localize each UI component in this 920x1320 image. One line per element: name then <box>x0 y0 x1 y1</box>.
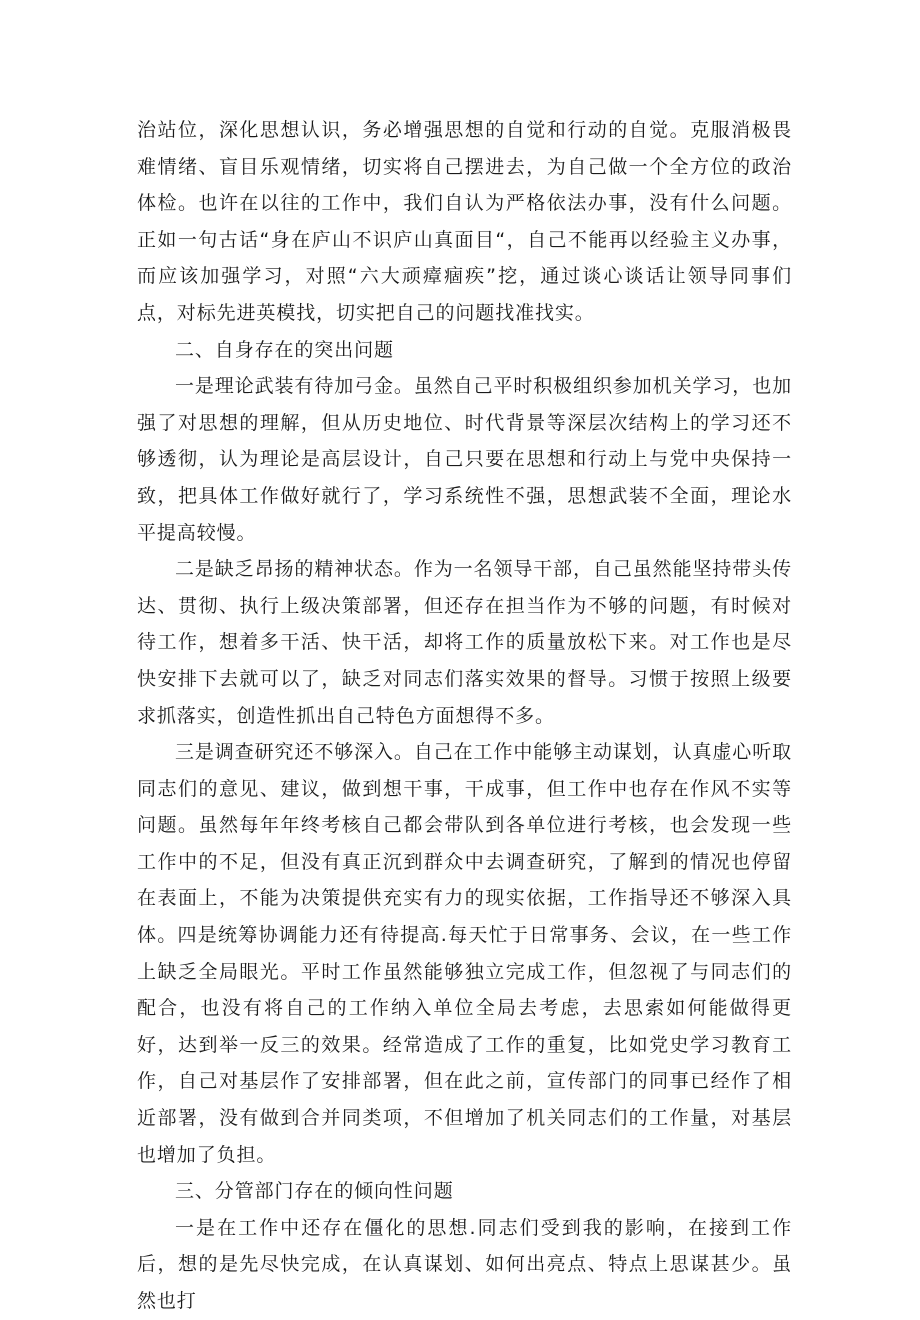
section-heading-2: 二、自身存在的突出问题 <box>175 338 394 361</box>
section-heading-3: 三、分管部门存在的倾向性问题 <box>175 1180 454 1203</box>
paragraph-research: 三是调查研究还不够深入。自己在工作中能够主动谋划，认真虚心听取同志们的意见、建议，做到想干事，干成事，但工作中也存在作风不实等问题。虽然每年年终考核自己都会带队到各单位进行考核，也会发现一些工作中的不足，但没有真正沉到群众中去调查研究，了解到的情况也停留在表面上，不能为决策提供充实有力的现实依据，工作指导还不够深入具体。四是统筹协调能力还有待提高.每天忙于日常事务、会议，在一些工作上缺乏全局眼光。平时工作虽然能够独立完成工作，但忽视了与同志们的配合，也没有将自己的工作纳入单位全局去考虑，去思索如何能做得更好，达到举一反三的效果。经常造成了工作的重复，比如党史学习教育工作，自己对基层作了安排部署，但在此之前，宣传部门的同事已经作了相近部署，没有做到合并同类项，不但增加了机关同志们的工作量，对基层也增加了负担。 <box>137 741 792 1166</box>
paragraph-spirit: 二是缺乏昂扬的精神状态。作为一名领导干部，自己虽然能坚持带头传达、贯彻、执行上级决策部署，但还存在担当作为不够的问题，有时候对待工作，想着多干活、快干活，却将工作的质量放松下来。对工作也是尽快安排下去就可以了，缺乏对同志们落实效果的督导。习惯于按照上级要求抓落实，创造性抓出自己特色方面想得不多。 <box>137 558 792 727</box>
document-body <box>137 112 792 1320</box>
paragraph-continuation: 治站位，深化思想认识，务必增强思想的自觉和行动的自觉。克服消极畏难情绪、盲目乐观情绪，切实将自己摆进去，为自己做一个全方位的政治体检。也许在以往的工作中，我们自认为严格依法办事，没有什么问题。正如一句古话“身在庐山不识庐山真面目“，自己不能再以经验主义办事，而应该加强学习，对照“六大顽瘴痼疾”挖，通过谈心谈话让领导同事们点，对标先进英模找，切实把自己的问题找准找实。 <box>137 119 792 324</box>
paragraph-rigid-thinking: 一是在工作中还存在僵化的思想.同志们受到我的影响，在接到工作后，想的是先尽快完成，在认真谋划、如何出亮点、特点上思谋甚少。虽然也打 <box>137 1216 792 1312</box>
paragraph-theory: 一是理论武装有待加弓金。虽然自己平时积极组织参加机关学习，也加强了对思想的理解，但从历史地位、时代背景等深层次结构上的学习还不够透彻，认为理论是高层设计，自己只要在思想和行动上与党中央保持一致，把具体工作做好就行了，学习系统性不强，思想武装不全面，理论水平提高较慢。 <box>137 375 792 544</box>
